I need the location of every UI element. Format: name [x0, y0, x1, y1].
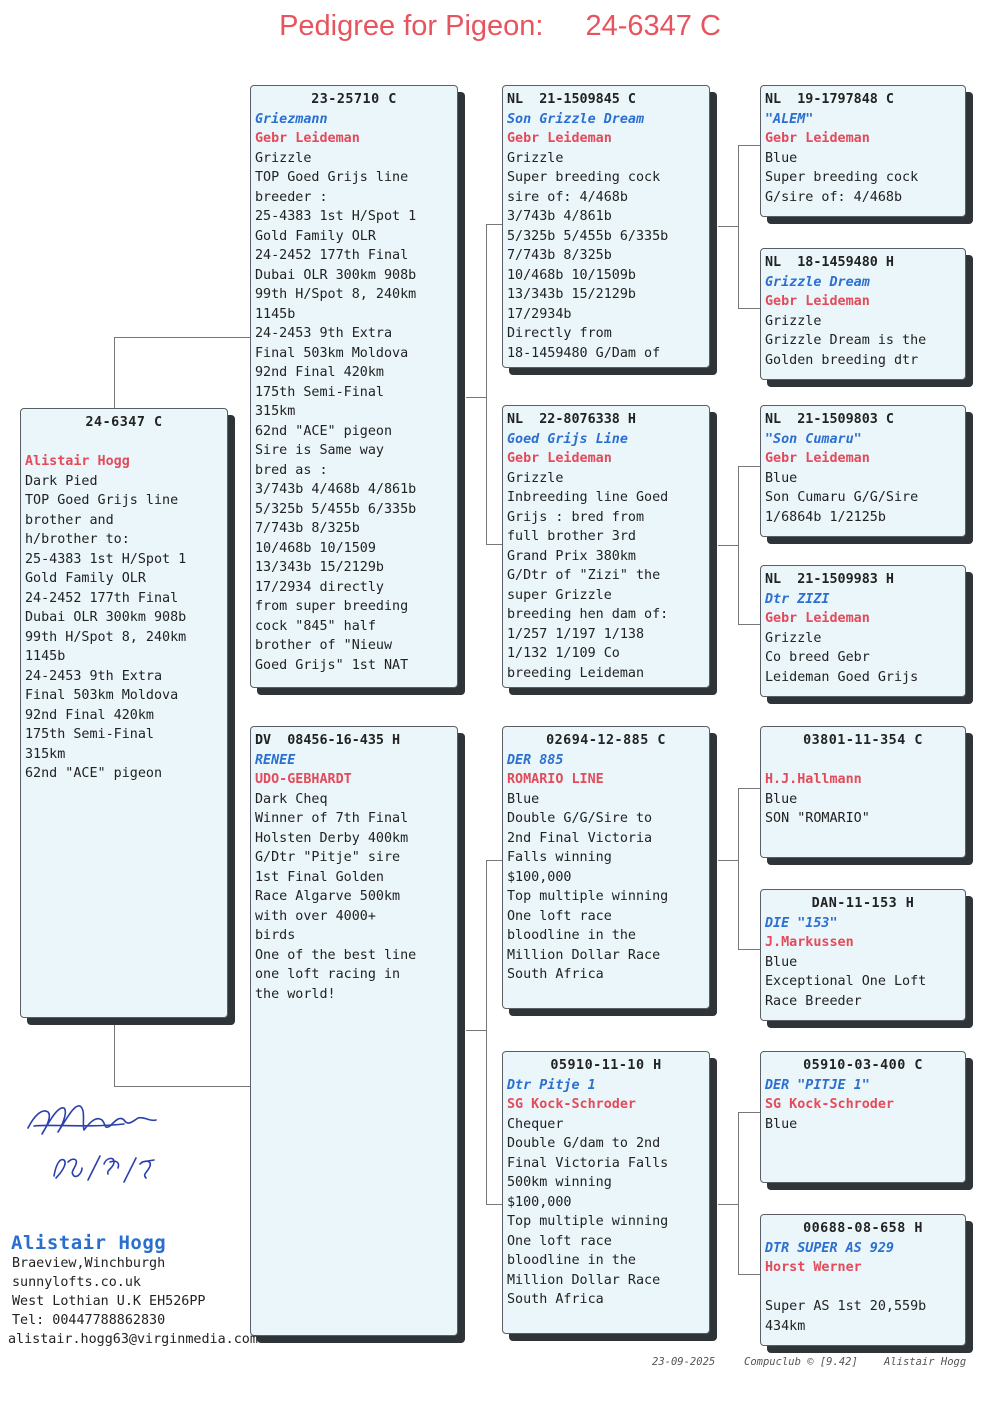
connector [738, 788, 760, 789]
colour: Dark Pied [25, 473, 98, 489]
colour: Grizzle [507, 470, 564, 486]
ring-number: NL 18-1459480 H [765, 255, 894, 270]
ring-number: 24-6347 C [85, 415, 163, 430]
pigeon-name: RENEE [255, 752, 296, 768]
note-line: Co breed Gebr [765, 650, 870, 665]
note-line: Goed Grijs" 1st NAT [255, 657, 409, 673]
colour: Blue [765, 470, 798, 486]
breeder: UDO-GEBHARDT [255, 772, 352, 787]
pigeon-card-sire-dam [502, 405, 710, 688]
note-line: South Africa [507, 1292, 604, 1307]
breeder: Gebr Leideman [507, 131, 612, 146]
note-line: Holsten Derby 400km [255, 830, 409, 846]
connector [486, 860, 487, 1030]
note-line: Top multiple winning [507, 1214, 669, 1229]
spacer [765, 1278, 961, 1298]
note-line: 1145b [25, 649, 66, 664]
ring-number: 05910-03-400 C [803, 1058, 923, 1073]
note-line: 24-2452 177th Final [255, 248, 409, 263]
note-line: 2nd Final Victoria [507, 830, 653, 846]
connector [486, 224, 502, 225]
note-line: 24-2452 177th Final [25, 590, 179, 606]
note-line: 92nd Final 420km [255, 365, 384, 380]
note-line: Double G/G/Sire to [507, 811, 653, 826]
ring-number: NL 19-1797848 C [765, 92, 894, 107]
breeder: Gebr Leideman [765, 294, 870, 309]
colour: Blue [507, 791, 540, 807]
connector [466, 1030, 486, 1031]
note-line: One of the best line [255, 947, 417, 963]
note-line: $100,000 [507, 1194, 572, 1210]
pigeon-card-sire [250, 85, 458, 688]
note-line: brother and [25, 512, 114, 528]
note-line: TOP Goed Grijs line [255, 170, 409, 185]
connector [486, 1030, 487, 1205]
pigeon-name: DER "PITJE 1" [765, 1077, 870, 1093]
ring-number: NL 21-1509983 H [765, 572, 894, 587]
connector [114, 337, 250, 338]
pigeon-card-dss [760, 726, 966, 858]
breeder: Gebr Leideman [765, 611, 870, 626]
note-line: Gold Family OLR [25, 571, 146, 586]
connector [486, 397, 487, 545]
pigeon-name: Goed Grijs Line [507, 431, 628, 447]
note-line: 5/325b 5/455b 6/335b [507, 228, 669, 244]
note-line: cock "845" half [255, 618, 376, 634]
note-line: G/sire of: 4/468b [765, 189, 903, 205]
title-label: Pedigree for Pigeon: [279, 10, 544, 42]
notes [765, 1297, 961, 1336]
note-line: Exceptional One Loft [765, 974, 927, 989]
note-line: 99th H/Spot 8, 240km [25, 629, 187, 645]
pigeon-name: "Son Cumaru" [765, 431, 862, 447]
note-line: 1/132 1/109 Co [507, 646, 620, 661]
ring-number: DV 08456-16-435 H [255, 733, 401, 748]
connector [114, 1018, 115, 1087]
colour: Blue [765, 954, 798, 970]
note-line: 500km winning [507, 1175, 612, 1190]
note-line: Top multiple winning [507, 889, 669, 904]
note-line: Super AS 1st 20,559b [765, 1299, 927, 1314]
colour: Blue [765, 791, 798, 807]
note-line: Final Victoria Falls [507, 1155, 669, 1171]
breeder: Horst Werner [765, 1260, 862, 1275]
note-line: the world! [255, 986, 336, 1002]
note-line: Dubai OLR 300km 908b [25, 610, 187, 625]
pigeon-card-sire-sire [502, 85, 710, 368]
note-line: 13/343b 15/2129b [255, 560, 384, 575]
colour: Blue [765, 1116, 798, 1132]
notes [765, 168, 961, 207]
pigeon-card-dam [250, 726, 458, 1336]
pigeon-card-ssd [760, 248, 966, 380]
note-line: 62nd "ACE" pigeon [25, 766, 163, 781]
pigeon-card-sdd [760, 565, 966, 697]
note-line: Final 503km Moldova [25, 688, 179, 703]
notes [255, 168, 453, 675]
footer-software: Compuclub © [9.42] [744, 1356, 858, 1368]
pigeon-card-dam-sire [502, 726, 710, 1009]
owner-address1: Braeview,Winchburgh [12, 1256, 166, 1271]
breeder: H.J.Hallmann [765, 772, 862, 787]
note-line: 62nd "ACE" pigeon [255, 423, 393, 439]
notes [765, 809, 961, 829]
pigeon-name: Grizzle Dream [765, 274, 870, 290]
page-title [0, 10, 1000, 43]
connector [114, 337, 115, 408]
footer-owner: Alistair Hogg [884, 1356, 967, 1368]
breeder: SG Kock-Schroder [507, 1097, 636, 1112]
connector [466, 397, 486, 398]
note-line: 315km [255, 404, 296, 419]
note-line: 434km [765, 1318, 806, 1334]
note-line: 17/2934b [507, 306, 572, 322]
ring-number: NL 21-1509803 C [765, 412, 894, 427]
note-line: Golden breeding dtr [765, 352, 919, 368]
notes [255, 809, 453, 1004]
ring-number: 00688-08-658 H [803, 1221, 923, 1236]
connector [738, 308, 760, 309]
note-line: Directly from [507, 326, 612, 341]
colour: Grizzle [765, 630, 822, 646]
owner-address2: West Lothian U.K EH526PP [12, 1294, 206, 1309]
note-line: Million Dollar Race [507, 947, 661, 963]
breeder: J.Markussen [765, 935, 854, 950]
notes [507, 809, 705, 985]
note-line: One loft race [507, 1233, 612, 1249]
owner-website: sunnylofts.co.uk [12, 1275, 141, 1290]
note-line: 24-2453 9th Extra [255, 326, 393, 341]
notes [507, 168, 705, 363]
colour: Grizzle [255, 150, 312, 166]
note-line: $100,000 [507, 869, 572, 885]
connector [738, 949, 760, 950]
note-line: Winner of 7th Final [255, 811, 409, 826]
note-line: with over 4000+ [255, 908, 376, 924]
connector [718, 860, 738, 861]
pigeon-card-dsd [760, 889, 966, 1021]
note-line: South Africa [507, 967, 604, 982]
pigeon-name: "ALEM" [765, 111, 814, 127]
notes [765, 972, 961, 1011]
breeder: Gebr Leideman [765, 131, 870, 146]
ring-number: 23-25710 C [311, 92, 397, 107]
note-line: SON "ROMARIO" [765, 811, 870, 826]
note-line: G/Dtr "Pitje" sire [255, 850, 401, 865]
colour: Dark Cheq [255, 791, 328, 807]
colour: Grizzle [507, 150, 564, 166]
note-line: super Grizzle [507, 587, 612, 603]
note-line: 25-4383 1st H/Spot 1 [255, 209, 417, 224]
connector [738, 788, 739, 950]
note-line: bloodline in the [507, 928, 636, 943]
connector [738, 145, 739, 309]
connector [738, 145, 760, 146]
pigeon-card-sds [760, 405, 966, 537]
pigeon-name: DTR SUPER AS 929 [765, 1240, 894, 1256]
pigeon-name: DIE "153" [765, 915, 838, 931]
breeder: Gebr Leideman [765, 451, 870, 466]
note-line: 17/2934 directly [255, 579, 384, 595]
connector [114, 1086, 250, 1087]
note-line: breeding Leideman [507, 665, 645, 681]
note-line: 10/468b 10/1509b [507, 267, 636, 283]
note-line: Grijs : bred from [507, 509, 645, 525]
note-line: 1/6864b 1/2125b [765, 509, 886, 525]
note-line: Super breeding cock [765, 170, 919, 185]
note-line: one loft racing in [255, 967, 401, 982]
ring-number: 02694-12-885 C [546, 733, 666, 748]
breeder: SG Kock-Schroder [765, 1097, 894, 1112]
note-line: Leideman Goed Grijs [765, 669, 919, 685]
note-line: Falls winning [507, 850, 612, 865]
connector [486, 860, 502, 861]
connector [738, 1112, 739, 1275]
note-line: 3/743b 4/468b 4/861b [255, 482, 417, 497]
pigeon-name: Dtr Pitje 1 [507, 1077, 596, 1093]
note-line: Double G/dam to 2nd [507, 1136, 661, 1151]
note-line: 99th H/Spot 8, 240km [255, 287, 417, 302]
note-line: 315km [25, 746, 66, 762]
owner-contact [8, 1232, 258, 1349]
note-line: 1st Final Golden [255, 869, 384, 885]
ring-number: 03801-11-354 C [803, 733, 923, 748]
ring-number: DAN-11-153 H [811, 896, 915, 911]
notes [25, 491, 223, 784]
connector [738, 1274, 760, 1275]
owner-tel: Tel: 00447788862830 [12, 1313, 166, 1328]
note-line: 5/325b 5/455b 6/335b [255, 501, 417, 517]
connector [738, 1112, 760, 1113]
pigeon-card-subject [20, 408, 228, 1018]
note-line: brother of "Nieuw [255, 638, 393, 653]
note-line: from super breeding [255, 599, 409, 614]
pigeon-card-dam-dam [502, 1051, 710, 1334]
note-line: breeding hen dam of: [507, 607, 669, 622]
connector [486, 544, 502, 545]
footer-date: 23-09-2025 [652, 1356, 716, 1368]
note-line: full brother 3rd [507, 529, 636, 544]
note-line: 7/743b 8/325b [507, 248, 612, 263]
note-line: Race Algarve 500km [255, 889, 401, 904]
note-line: Sire is Same way [255, 443, 384, 458]
pigeon-name: Griezmann [255, 111, 328, 127]
connector [486, 224, 487, 398]
note-line: bloodline in the [507, 1253, 636, 1268]
note-line: birds [255, 928, 296, 943]
note-line: 10/468b 10/1509 [255, 540, 376, 556]
note-line: Grizzle Dream is the [765, 333, 927, 348]
note-line: breeder : [255, 189, 328, 205]
pigeon-name: Son Grizzle Dream [507, 111, 645, 127]
note-line: Million Dollar Race [507, 1272, 661, 1288]
breeder: Gebr Leideman [507, 451, 612, 466]
note-line: 25-4383 1st H/Spot 1 [25, 551, 187, 567]
pigeon-name: DER 885 [507, 752, 564, 768]
handwritten-signature [24, 1098, 174, 1184]
breeder: ROMARIO LINE [507, 772, 604, 787]
breeder: Alistair Hogg [25, 454, 130, 469]
connector [738, 624, 760, 625]
note-line: h/brother to: [25, 532, 130, 547]
note-line: Final 503km Moldova [255, 345, 409, 361]
note-line: 175th Semi-Final [25, 727, 154, 742]
note-line: 175th Semi-Final [255, 384, 384, 400]
colour: Grizzle [765, 313, 822, 329]
spacer [25, 433, 223, 453]
note-line: 13/343b 15/2129b [507, 287, 636, 302]
note-line: TOP Goed Grijs line [25, 493, 179, 508]
ring-number: 05910-11-10 H [550, 1058, 662, 1073]
pigeon-card-dds [760, 1051, 966, 1183]
notes [765, 331, 961, 370]
connector [486, 1204, 502, 1205]
notes [507, 488, 705, 683]
note-line: Inbreeding line Goed [507, 490, 669, 505]
connector [718, 545, 738, 546]
ring-number: NL 22-8076338 H [507, 412, 636, 427]
note-line: Dubai OLR 300km 908b [255, 267, 417, 283]
connector [718, 226, 738, 227]
breeder: Gebr Leideman [255, 131, 360, 146]
note-line: Son Cumaru G/G/Sire [765, 490, 919, 505]
connector [718, 1204, 738, 1205]
title-ring: 24-6347 C [585, 10, 721, 42]
note-line: 92nd Final 420km [25, 707, 154, 723]
connector [738, 466, 760, 467]
note-line: Gold Family OLR [255, 228, 376, 244]
note-line: G/Dtr of "Zizi" the [507, 568, 661, 583]
pigeon-name: Dtr ZIZI [765, 591, 830, 607]
spacer [765, 751, 961, 771]
pigeon-card-ddd [760, 1214, 966, 1346]
note-line: 1/257 1/197 1/138 [507, 626, 645, 642]
note-line: Super breeding cock [507, 170, 661, 185]
note-line: Grand Prix 380km [507, 548, 636, 564]
notes [765, 648, 961, 687]
owner-name: Alistair Hogg [11, 1232, 167, 1254]
colour: Blue [765, 150, 798, 166]
note-line: 24-2453 9th Extra [25, 668, 163, 684]
connector [738, 466, 739, 625]
note-line: 1145b [255, 306, 296, 322]
note-line: bred as : [255, 462, 328, 478]
note-line: sire of: 4/468b [507, 189, 628, 205]
pigeon-card-sss [760, 85, 966, 217]
notes [507, 1134, 705, 1310]
note-line: Race Breeder [765, 993, 862, 1009]
colour: Chequer [507, 1116, 564, 1132]
owner-email: alistair.hogg63@virginmedia.com [8, 1332, 258, 1347]
ring-number: NL 21-1509845 C [507, 92, 636, 107]
note-line: 7/743b 8/325b [255, 521, 360, 536]
note-line: 3/743b 4/861b [507, 209, 612, 224]
note-line: One loft race [507, 908, 612, 924]
notes [765, 488, 961, 527]
note-line: 18-1459480 G/Dam of [507, 345, 661, 361]
